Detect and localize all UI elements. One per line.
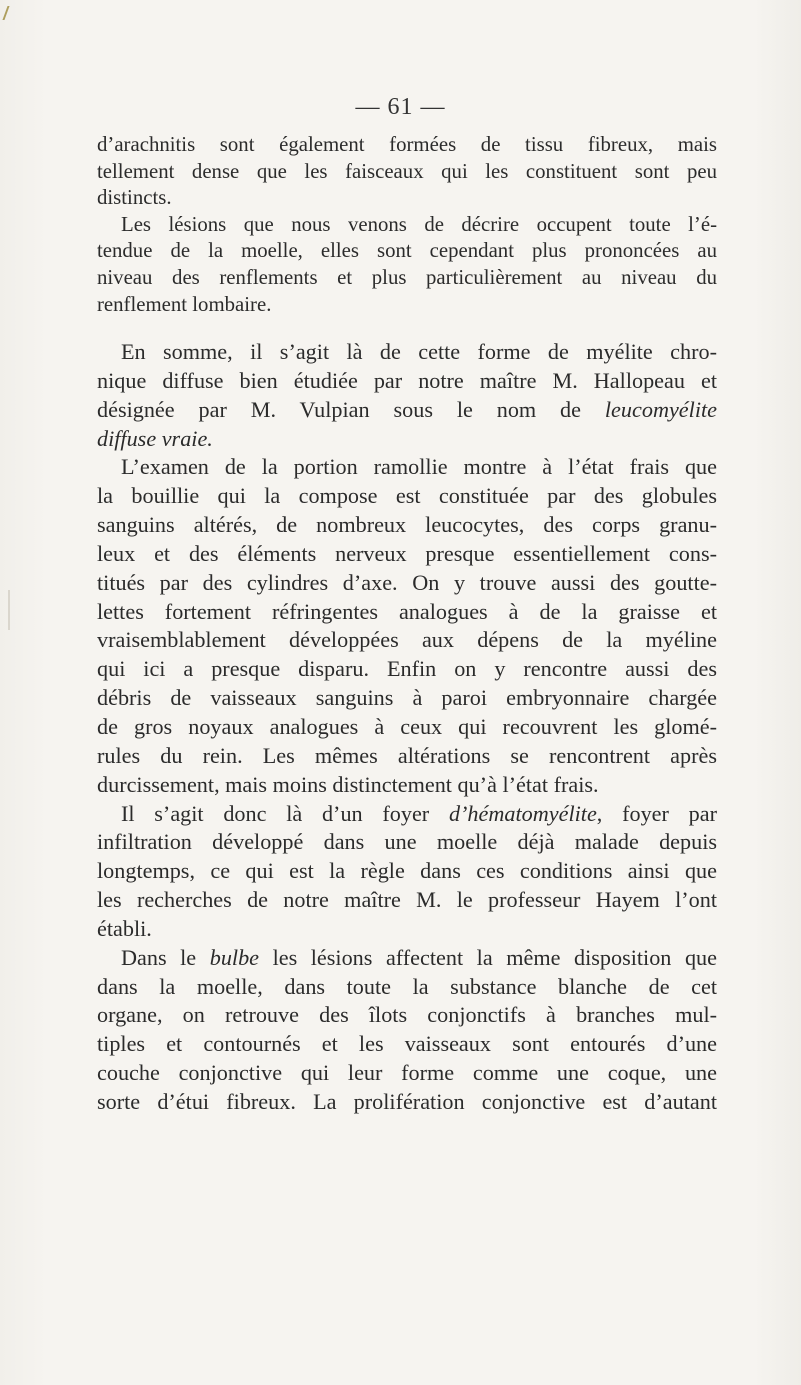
text-line: de gros noyaux analogues à ceux qui recouvrent les glomé- (97, 713, 717, 739)
text-line: sorte d’étui fibreux. La prolifération conjonctive est d’autant (97, 1088, 717, 1114)
text-segment: Dans le (121, 944, 210, 970)
page-number: — 61 — (355, 94, 446, 120)
text-segment: Il s’agit donc là d’un foyer (121, 800, 449, 826)
text-block-upper (97, 132, 717, 318)
text-line: les recherches de notre maître M. le professeur Hayem l’ont (97, 887, 717, 913)
text-line: qui ici a presque disparu. Enfin on y rencontre aussi des (97, 656, 717, 682)
text-line: lettes fortement réfringentes analogues à de la graisse et (97, 598, 717, 624)
text-segment: , foyer par (596, 800, 717, 826)
text-line: renflement lombaire. (97, 292, 272, 316)
paragraph (97, 212, 717, 318)
text-line: vraisemblablement développées aux dépens de la myéline (97, 627, 717, 653)
text-line: Les lésions que nous venons de décrire occupent toute l’é- (121, 212, 717, 236)
text-line: durcissement, mais moins distinctement qu’à l’état frais. (97, 771, 599, 797)
text-line: sanguins altérés, de nombreux leucocytes, des corps granu- (97, 512, 717, 538)
text-line: établi. (97, 915, 152, 941)
text-line (97, 944, 717, 973)
margin-mark (2, 6, 15, 20)
text-line: En somme, il s’agit là de cette forme de myélite chro- (121, 339, 717, 364)
text-line: tendue de la moelle, elles sont cependant plus prononcées au (97, 239, 717, 263)
text-line: organe, on retrouve des îlots conjonctifs à branches mul- (97, 1002, 717, 1028)
italic-term: bulbe (209, 944, 260, 970)
paragraph (97, 944, 717, 1117)
italic-term: d’hématomyélite (448, 800, 597, 826)
text-line: L’examen de la portion ramollie montre à l’état frais que (121, 454, 717, 480)
text-block-lower (97, 338, 717, 1117)
text-line: nique diffuse bien étudiée par notre maître M. Hallopeau et (97, 367, 717, 393)
italic-line: diffuse vraie. (97, 425, 213, 451)
text-line: longtemps, ce qui est la règle dans ces conditions ainsi que (97, 858, 717, 884)
text-line: couche conjonctive qui leur forme comme une coque, une (97, 1060, 717, 1086)
italic-term: leucomyélite (604, 396, 717, 422)
text-line: d’arachnitis sont également formées de tissu fibreux, mais (97, 133, 717, 156)
text-line: la bouillie qui la compose est constituée par des globules (97, 483, 717, 509)
text-line: débris de vaisseaux sanguins à paroi embryonnaire chargée (97, 685, 717, 711)
text-segment: désignée par M. Vulpian sous le nom de (97, 396, 605, 422)
text-line: tellement dense que les faisceaux qui les constituent sont peu (97, 159, 717, 183)
text-line: titués par des cylindres d’axe. On y trouve aussi des goutte- (97, 569, 717, 595)
text-line: tiples et contournés et les vaisseaux sont entourés d’une (97, 1031, 717, 1057)
paragraph (97, 800, 717, 944)
paragraph (97, 132, 717, 212)
text-line: distincts. (97, 186, 172, 210)
text-line: niveau des renflements et plus particulièrement au niveau du (97, 265, 717, 289)
paragraph (97, 453, 717, 799)
paragraph (97, 338, 717, 453)
text-line (97, 800, 717, 829)
text-line (97, 396, 717, 425)
text-line: rules du rein. Les mêmes altérations se rencontrent après (97, 742, 717, 768)
text-segment: les lésions affectent la même disposition que (259, 944, 717, 970)
text-line: leux et des éléments nerveux presque essentiellement cons- (97, 540, 717, 566)
text-line: infiltration développé dans une moelle déjà malade depuis (97, 829, 717, 855)
text-line: dans la moelle, dans toute la substance blanche de cet (97, 973, 717, 999)
page-fold-shadow (8, 590, 10, 630)
